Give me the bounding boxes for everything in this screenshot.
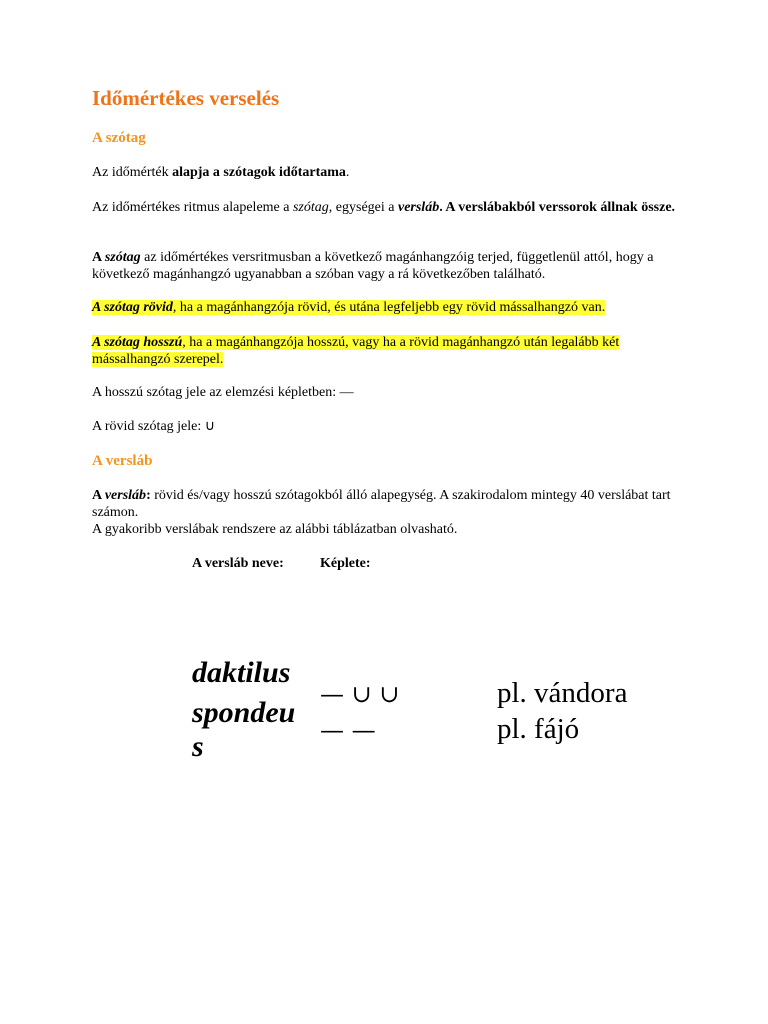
bold-italic-text: A szótag hosszú [92,335,183,350]
paragraph-rovid-jel [92,418,692,435]
bold-italic-text: versláb [397,200,440,215]
paragraph-tablazat-bevezeto: A gyakoribb verslábak rendszere az alábbi táblázatban olvasható. [92,522,458,537]
text-run: , ha a magánhangzója rövid, és utána legfeljebb egy rövid mássalhangzó van. [172,300,606,315]
text-run: Az időmérték [92,165,173,180]
text-run: , egységei a [328,200,398,215]
highlight [92,300,605,315]
table-header-formula: Képlete: [320,556,371,571]
section-heading-versláb: A versláb [92,453,153,469]
italic-text: szótag [292,200,329,215]
paragraph-versláb-definicio [92,487,692,521]
bold-text: A [92,250,105,265]
paragraph-idomertek-alapja [92,164,692,181]
bold-text: alapja a szótagok időtartama [172,165,346,180]
section-heading-szotag: A szótag [92,130,146,146]
bold-italic-text: szótag [104,250,141,265]
table-row-example-daktilus: pl. vándora [497,677,628,709]
highlight [92,335,619,367]
text-run: , ha a magánhangzója hosszú, vagy ha a rövid magánhangzó után legalább két mássalhangzó szerepel. [92,335,620,367]
paragraph-hosszu-szotag [92,334,692,368]
text-run: . [345,165,350,180]
bold-text: . A verslábakból verssorok állnak össze. [439,200,676,215]
table-row-example-spondeus: pl. fájó [497,713,580,745]
bold-italic-text: versláb [104,488,147,503]
text-run: az időmértékes versritmusban a következő magánhangzóig terjed, függetlenül attól, hogy a következő magánhangzó ugyanabban a szóban vagy a rá következőben található. [92,250,654,282]
bold-text: A [92,488,105,503]
page-title: Időmértékes verselés [92,86,280,110]
table-row-name-spondeus: spondeu s [192,696,296,763]
table-header-name: A versláb neve: [192,556,284,571]
table-row-name-daktilus: daktilus [192,656,291,689]
paragraph-szotag-definicio [92,249,692,283]
text-run: A rövid szótag jele: [92,419,205,434]
text-run: Az időmértékes ritmus alapeleme a [92,200,293,215]
table-row-formula-daktilus: — ∪ ∪ [320,680,400,708]
short-syllable-symbol: ∪ [204,418,216,434]
bold-italic-text: A szótag rövid [92,300,173,315]
bold-text: : [146,488,151,503]
paragraph-hosszu-jel: A hosszú szótag jele az elemzési képletben: — [92,385,354,400]
paragraph-rovid-szotag [92,299,692,316]
paragraph-alapelem [92,199,692,216]
text-run: rövid és/vagy hosszú szótagokból álló alapegység. A szakirodalom mintegy 40 verslábat tart számon. [92,488,671,520]
table-row-formula-spondeus: — — [320,716,376,744]
